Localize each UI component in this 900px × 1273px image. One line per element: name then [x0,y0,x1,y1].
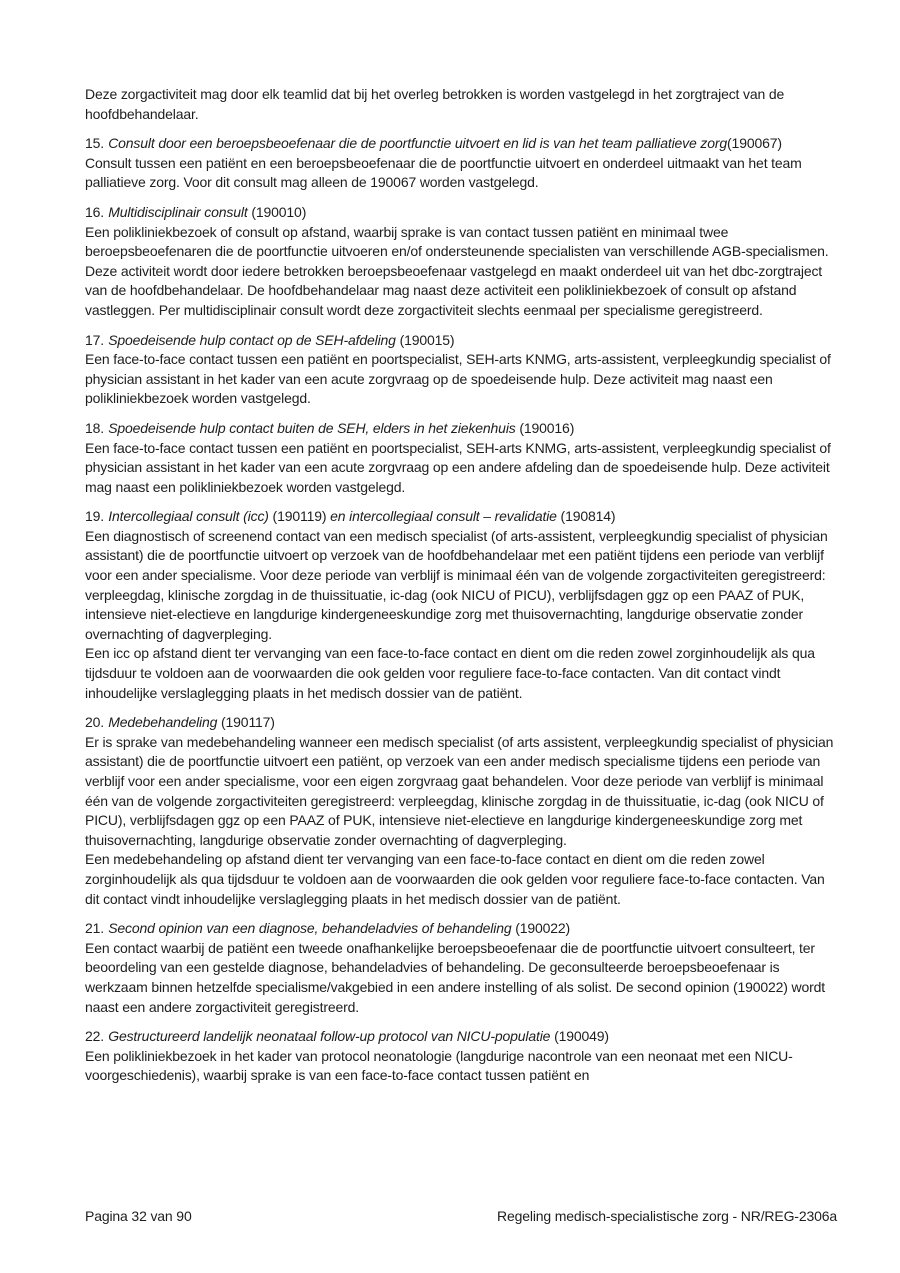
heading-segment: Consult door een beroepsbeoefenaar die de poortfunctie uitvoert en lid is van het team palliatieve zorg [108,135,728,152]
heading-segment: (190067) [727,135,782,152]
paragraph: Er is sprake van medebehandeling wanneer een medisch specialist (of arts assistent, verpleegkundig specialist of physician assistant) die de poortfunctie uitvoert een patiënt, op verzoek van een ander medisch specialisme tijdens een periode van verblijf voor een ander specialisme, voor een eigen zorgvraag gaat behandelen. Voor deze periode van verblijf is minimaal één van de volgende zorgactiviteiten geregistreerd: verpleegdag, klinische zorgdag in de thuissituatie, ic-dag (ook NICU of PICU), verblijfsdagen ggz op een PAAZ of PUK, intensieve niet-electieve en langdurige kindergeneeskundige zorg met thuisovernachting, langdurige observatie zonder overnachting of dagverpleging. [85,733,834,848]
heading-segment: (190049) [550,1028,609,1045]
section-title [108,714,275,730]
intro-paragraph: Deze zorgactiviteit mag door elk teamlid dat bij het overleg betrokken is worden vastgelegd in het zorgtraject van de hoofdbehandelaar. [85,86,785,122]
paragraph: Consult tussen een patiënt en een beroepsbeoefenaar die de poortfunctie uitvoert en onderdeel uitmaakt van het team palliatieve zorg. Voor dit consult mag alleen de 190067 worden vastgelegd. [85,154,802,191]
section-number: 21. [85,920,105,937]
document-content [85,85,837,1086]
section-title [108,204,306,220]
section-title [108,332,454,348]
section-heading [85,203,837,223]
heading-segment: (190015) [395,331,455,348]
section-heading [85,134,837,154]
paragraph: Een polikliniekbezoek of consult op afstand, waarbij sprake is van contact tussen patiënt en minimaal twee beroepsbeoefenaren die de poortfunctie uitvoeren en/of ondersteunende specialisten van verschillende AGB-specialismen. Deze activiteit wordt door iedere betrokken beroepsbeoefenaar vastgelegd en maakt onderdeel uit van het dbc-zorgtraject van de hoofdbehandelaar. De hoofdbehandelaar mag naast deze activiteit een polikliniekbezoek of consult op afstand vastleggen. Per multidisciplinair consult wordt deze zorgactiviteit slechts eenmaal per specialisme geregistreerd. [85,223,829,318]
footer [85,1207,837,1227]
section-heading [85,507,837,527]
paragraph: Een contact waarbij de patiënt een tweede onafhankelijke beroepsbeoefenaar die de poortfunctie uitvoert consulteert, ter beoordeling van een gestelde diagnose, behandeladvies of behandeling. De geconsulteerde beroepsbeoefenaar is werkzaam binnen hetzelfde specialisme/vakgebied in een andere instelling of als solist. De second opinion (190022) wordt naast een andere zorgactiviteit geregistreerd. [85,939,826,1015]
section-number: 22. [85,1028,105,1045]
paragraph: Een face-to-face contact tussen een patiënt en poortspecialist, SEH-arts KNMG, arts-assistent, verpleegkundig specialist of physician assistant in het kader van een acute zorgvraag op een andere afdeling dan de spoedeisende hulp. Deze activiteit mag naast een polikliniekbezoek worden vastgelegd. [85,439,831,495]
heading-segment: (190119) [268,508,331,525]
section-number: 16. [85,203,105,220]
section-body [85,1047,837,1086]
section-title [108,420,574,436]
section-heading [85,1027,837,1047]
section-heading [85,919,837,939]
heading-segment: (190016) [515,419,575,436]
section [85,919,837,1017]
section [85,507,837,703]
section-number: 18. [85,419,105,436]
section-body [85,733,837,909]
section-number: 17. [85,331,105,348]
heading-segment: (190814) [556,508,616,525]
paragraph: Een medebehandeling op afstand dient ter vervanging van een face-to-face contact en dient om die reden zowel zorginhoudelijk als qua tijdsduur te voldoen aan de voorwaarden die ook gelden voor reguliere face-to-face contacten. Van dit contact vindt inhoudelijke verslaglegging plaats in het medisch dossier van de patiënt. [85,851,825,907]
section [85,331,837,409]
heading-segment: Spoedeisende hulp contact op de SEH-afdeling [108,331,396,348]
section-heading [85,419,837,439]
section-number: 20. [85,714,105,731]
section-body [85,350,837,409]
section [85,1027,837,1086]
section-body [85,527,837,703]
document-reference: Regeling medisch-specialistische zorg - NR/REG-2306a [496,1208,837,1224]
section-title [108,135,782,151]
section [85,203,837,321]
heading-segment: Intercollegiaal consult (icc) [108,508,269,525]
paragraph: Een polikliniekbezoek in het kader van protocol neonatologie (langdurige nacontrole van een neonaat met een NICU-voorgeschiedenis), waarbij sprake is van een face-to-face contact tussen patiënt en [85,1047,793,1084]
sections-container [85,134,837,1086]
heading-segment: Spoedeisende hulp contact buiten de SEH, elders in het ziekenhuis [108,419,516,436]
section-number: 19. [85,508,105,525]
paragraph: Een diagnostisch of screenend contact van een medisch specialist (of arts-assistent, verpleegkundig specialist of physician assistant) die de poortfunctie uitvoert op verzoek van de hoofdbehandelaar met een patiënt tijdens een periode van verblijf voor een ander specialisme. Voor deze periode van verblijf is minimaal één van de volgende zorgactiviteiten geregistreerd: verpleegdag, klinische zorgdag in de thuissituatie, ic-dag (ook NICU of PICU), verblijfsdagen ggz op een PAAZ of PUK, intensieve niet-electieve en langdurige kindergeneeskundige zorg met thuisovernachting, langdurige observatie zonder overnachting of dagverpleging. [85,527,828,642]
section-heading [85,713,837,733]
heading-segment: (190117) [217,714,275,731]
paragraph: Een icc op afstand dient ter vervanging van een face-to-face contact en dient om die reden zowel zorginhoudelijk als qua tijdsduur te voldoen aan de voorwaarden die ook gelden voor reguliere face-to-face contacten. Van dit contact vindt inhoudelijke verslaglegging plaats in het medisch dossier van de patiënt. [85,645,815,701]
heading-segment: Gestructureerd landelijk neonataal follow-up protocol van NICU-populatie [108,1028,551,1045]
heading-segment: Second opinion van een diagnose, behandeladvies of behandeling [108,920,512,937]
heading-segment: Medebehandeling [108,714,218,731]
heading-segment: (190010) [247,203,307,220]
heading-segment: (190022) [511,920,571,937]
section-heading [85,331,837,351]
section-title [108,920,570,936]
section-title [108,1028,609,1044]
section-number: 15. [85,135,105,152]
section-body [85,154,837,193]
section [85,713,837,909]
heading-segment: Multidisciplinair consult [108,203,248,220]
section-body [85,223,837,321]
page-number: Pagina 32 van 90 [85,1208,192,1224]
heading-segment: en intercollegiaal consult – revalidatie [330,508,557,525]
section-title [108,508,615,524]
section [85,134,837,193]
section-body [85,439,837,498]
paragraph: Een face-to-face contact tussen een patiënt en poortspecialist, SEH-arts KNMG, arts-assistent, verpleegkundig specialist of physician assistant in het kader van een acute zorgvraag op de spoedeisende hulp. Deze activiteit mag naast een polikliniekbezoek worden vastgelegd. [85,351,831,407]
section [85,419,837,497]
section-body [85,939,837,1017]
